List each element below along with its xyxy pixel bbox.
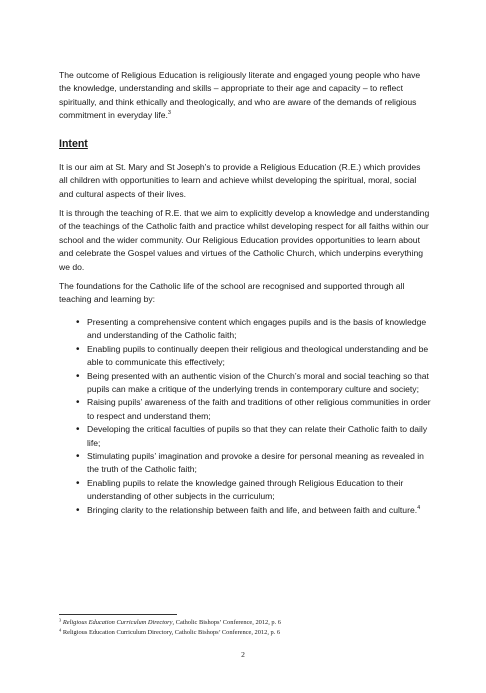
list-item-text: Raising pupils’ awareness of the faith and traditions of other religious communities in order to respect and understand them; (87, 397, 431, 421)
footnote-text: , Catholic Bishops’ Conference, 2012, p. 6 (172, 619, 282, 626)
list-item (59, 396, 431, 423)
intro-paragraph (59, 69, 431, 123)
footnote-number: 4 (59, 627, 62, 633)
footnote-source-title: Religious Education Curriculum Directory (62, 619, 173, 626)
footnote-ref-3: 3 (167, 110, 171, 117)
section-heading-intent: Intent (59, 138, 88, 150)
list-item (59, 370, 431, 397)
bullet-icon: • (76, 504, 80, 516)
list-item-text: Being presented with an authentic vision of the Church’s moral and social teaching so that pupils can make a critique of the underlying trends in contemporary culture and society; (87, 370, 429, 395)
list-item-text: Presenting a comprehensive content which engages pupils and is the basis of knowledge and understanding of the Catholic faith; (87, 317, 427, 341)
list-item-text: Enabling pupils to relate the knowledge gained through Religious Education to their understanding of other subjects in the curriculum; (87, 477, 404, 502)
bullet-icon: • (76, 370, 80, 382)
list-item (59, 477, 431, 504)
intent-paragraph-2: It is through the teaching of R.E. that we aim to explicitly develop a knowledge and understanding of the teachings of the Catholic faith and practice whilst developing respect for all faiths within our school and the wider community. Our Religious Education provides opportunities to learn about and celebrate the Gospel values and virtues of the Catholic Church, which underpins everything we do. (59, 208, 430, 272)
list-item (59, 504, 431, 517)
bullet-icon: • (76, 397, 80, 409)
list-item-text: Bringing clarity to the relationship between faith and life, and between faith and culture. (87, 504, 418, 515)
list-item-text: Enabling pupils to continually deepen their religious and theological understanding and be able to communicate this effectively; (87, 343, 429, 368)
footnote-text: Religious Education Curriculum Directory, Catholic Bishops’ Conference, 2012, p. 6 (62, 629, 281, 636)
list-item-text: Stimulating pupils’ imagination and provoke a desire for personal meaning as revealed in the truth of the Catholic faith; (87, 451, 424, 475)
intent-paragraph-1: It is our aim at St. Mary and St Joseph’s to provide a Religious Education (R.E.) which provides all children with opportunities to learn and achieve whilst developing the spiritual, moral, social and cultural aspects of their lives. (59, 162, 421, 199)
list-item (59, 343, 431, 370)
footnote-number: 3 (59, 617, 62, 623)
bullet-icon: • (76, 451, 80, 463)
footnote-4 (59, 629, 280, 637)
footnote-ref-4: 4 (417, 504, 421, 511)
foundations-bullet-list (59, 316, 431, 517)
footnote-separator (59, 614, 177, 615)
bullet-icon: • (76, 343, 80, 355)
footnote-3 (59, 619, 281, 627)
intent-paragraph-3: The foundations for the Catholic life of the school are recognised and supported through all teaching and learning by: (59, 281, 405, 305)
list-item (59, 316, 431, 343)
bullet-icon: • (76, 317, 80, 328)
list-item (59, 450, 431, 477)
page-number: 2 (241, 650, 245, 659)
bullet-icon: • (76, 424, 80, 436)
list-item-text: Developing the critical faculties of pupils so that they can relate their Catholic faith to daily life; (87, 424, 428, 448)
list-item (59, 423, 431, 450)
intro-text: The outcome of Religious Education is religiously literate and engaged young people who have the knowledge, understanding and skills – appropriate to their age and capacity – to reflect spiritually, and think ethically and theologically, and who are aware of the demands of religious commitment in everyday life. (59, 70, 421, 121)
bullet-icon: • (76, 477, 80, 489)
